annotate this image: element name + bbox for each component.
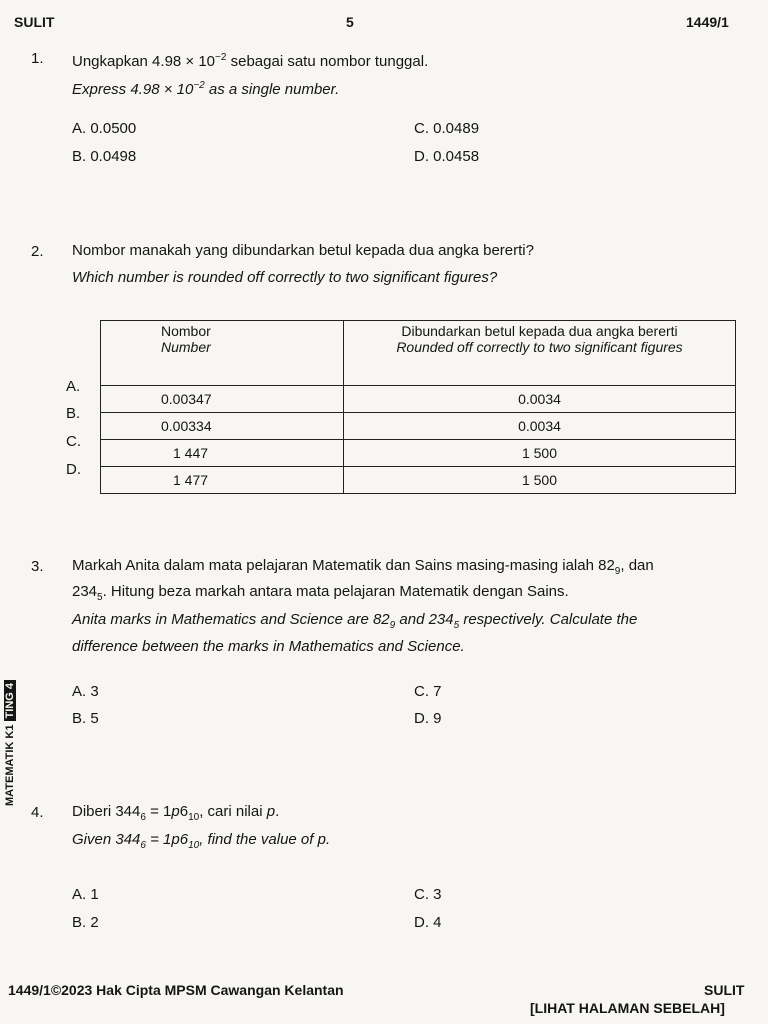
table-cell-number: 1 477 bbox=[101, 467, 344, 494]
q1-malay-text: Ungkapkan $4.98 \times 10^{-2}$ sebagai satu nombor tunggal. bbox=[72, 52, 429, 70]
page-number: 5 bbox=[346, 14, 354, 30]
footer-next-page: [LIHAT HALAMAN SEBELAH] bbox=[530, 1000, 725, 1016]
q2-number: 2. bbox=[31, 243, 44, 260]
q1-option-b[interactable]: B. 0.0498 bbox=[72, 148, 137, 165]
q3-number: 3. bbox=[31, 558, 44, 575]
q2-english-text: Which number is rounded off correctly to two significant figures? bbox=[72, 269, 498, 286]
table-cell-number: 0.00334 bbox=[101, 413, 344, 440]
q4-number: 4. bbox=[31, 804, 44, 821]
q3-english-line1: Anita marks in Mathematics and Science are $82_9$ and $234_5$ respectively. Calculate the bbox=[72, 611, 638, 631]
table-cell-number: 0.00347 bbox=[101, 386, 344, 413]
table-cell-number: 1 447 bbox=[101, 440, 344, 467]
footer-sulit: SULIT bbox=[704, 982, 745, 998]
table-header-rounded: Dibundarkan betul kepada dua angka bererti Rounded off correctly to two significant figures bbox=[344, 321, 736, 386]
q4-option-d[interactable]: D. 4 bbox=[414, 914, 442, 931]
footer-copyright: 1449/1©2023 Hak Cipta MPSM Cawangan Kelantan bbox=[8, 982, 344, 998]
table-row bbox=[101, 440, 736, 467]
table-header-number: Nombor Number bbox=[101, 321, 344, 386]
q4-malay-text: Diberi $344_6 = 1p6_{10}$, cari nilai p. bbox=[72, 803, 280, 823]
side-tab bbox=[0, 660, 18, 820]
significant-figures-table bbox=[100, 320, 736, 494]
q2-option-d[interactable]: D. bbox=[66, 461, 81, 478]
header-left: SULIT bbox=[14, 14, 55, 30]
table-row bbox=[101, 413, 736, 440]
q3-option-a[interactable]: A. 3 bbox=[72, 683, 99, 700]
table-header-row bbox=[101, 321, 736, 386]
q4-option-a[interactable]: A. 1 bbox=[72, 886, 99, 903]
side-tab-block: TING 4 bbox=[4, 680, 16, 721]
q4-option-c[interactable]: C. 3 bbox=[414, 886, 442, 903]
table-row bbox=[101, 467, 736, 494]
q1-option-c[interactable]: C. 0.0489 bbox=[414, 120, 480, 137]
q3-option-c[interactable]: C. 7 bbox=[414, 683, 442, 700]
q1-english-text: Express $4.98 \times 10^{-2}$ as a single number. bbox=[72, 80, 340, 98]
q1-number: 1. bbox=[31, 50, 44, 67]
table-cell-rounded: 0.0034 bbox=[344, 386, 736, 413]
q4-option-b[interactable]: B. 2 bbox=[72, 914, 99, 931]
q1-option-a[interactable]: A. 0.0500 bbox=[72, 120, 137, 137]
q2-option-c[interactable]: C. bbox=[66, 433, 81, 450]
q2-malay-text: Nombor manakah yang dibundarkan betul kepada dua angka bererti? bbox=[72, 242, 534, 259]
table-cell-rounded: 1 500 bbox=[344, 467, 736, 494]
q2-option-b[interactable]: B. bbox=[66, 405, 81, 422]
table-cell-rounded: 0.0034 bbox=[344, 413, 736, 440]
q3-option-b[interactable]: B. 5 bbox=[72, 710, 99, 727]
table-cell-rounded: 1 500 bbox=[344, 440, 736, 467]
table-row bbox=[101, 386, 736, 413]
header-right: 1449/1 bbox=[686, 14, 729, 30]
q3-option-d[interactable]: D. 9 bbox=[414, 710, 442, 727]
q1-option-d[interactable]: D. 0.0458 bbox=[414, 148, 480, 165]
q3-english-line2: difference between the marks in Mathematics and Science. bbox=[72, 638, 465, 655]
q4-english-text: Given $344_6 = 1p6_{10}$, find the value of p. bbox=[72, 831, 331, 851]
q2-option-a[interactable]: A. bbox=[66, 378, 81, 395]
side-tab-text: MATEMATIK K1 TING 4 bbox=[4, 662, 16, 806]
q3-malay-line2: $234_5$. Hitung beza markah antara mata pelajaran Matematik dengan Sains. bbox=[72, 583, 569, 603]
q3-malay-line1: Markah Anita dalam mata pelajaran Matematik dan Sains masing-masing ialah $82_9$, dan bbox=[72, 557, 654, 577]
